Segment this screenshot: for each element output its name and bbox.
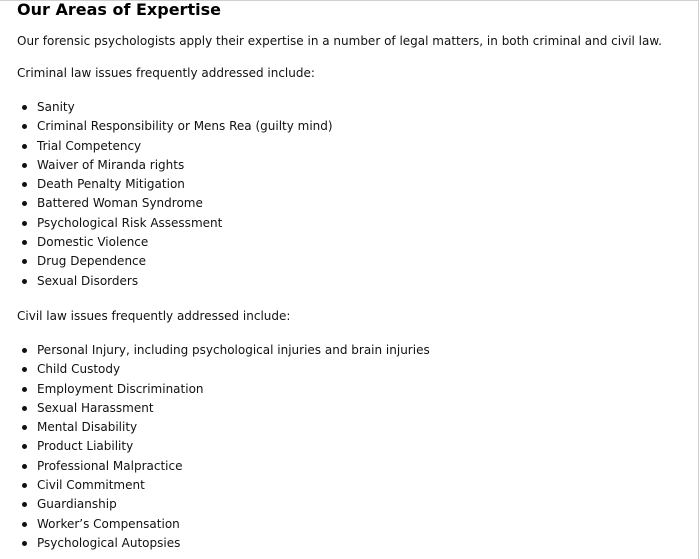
- list-item: Domestic Violence: [17, 234, 692, 253]
- list-item: Sexual Disorders: [17, 273, 692, 292]
- list-item: Sexual Harassment: [17, 400, 692, 419]
- criminal-law-list: [17, 99, 692, 292]
- list-item: Product Liability: [17, 438, 692, 457]
- list-item: Employment Discrimination: [17, 381, 692, 400]
- list-item: Mental Disability: [17, 419, 692, 438]
- list-item: Psychological Autopsies: [17, 535, 692, 554]
- civil-law-list: [17, 342, 692, 554]
- list-item: Personal Injury, including psychological injuries and brain injuries: [17, 342, 692, 361]
- intro-paragraph: Our forensic psychologists apply their expertise in a number of legal matters, in both criminal and civil law.: [17, 34, 662, 48]
- criminal-law-heading: Criminal law issues frequently addressed include:: [17, 66, 315, 80]
- list-item: Waiver of Miranda rights: [17, 157, 692, 176]
- list-item: Guardianship: [17, 496, 692, 515]
- list-item: Trial Competency: [17, 138, 692, 157]
- list-item: Professional Malpractice: [17, 458, 692, 477]
- civil-law-heading: Civil law issues frequently addressed include:: [17, 308, 291, 323]
- expertise-section: [17, 0, 692, 554]
- list-item: Civil Commitment: [17, 477, 692, 496]
- list-item: Drug Dependence: [17, 253, 692, 272]
- list-item: Battered Woman Syndrome: [17, 195, 692, 214]
- list-item: Death Penalty Mitigation: [17, 176, 692, 195]
- list-item: Criminal Responsibility or Mens Rea (guilty mind): [17, 118, 692, 137]
- list-item: Worker’s Compensation: [17, 516, 692, 535]
- page-title: Our Areas of Expertise: [17, 0, 221, 19]
- list-item: Psychological Risk Assessment: [17, 215, 692, 234]
- list-item: Sanity: [17, 99, 692, 118]
- list-item: Child Custody: [17, 361, 692, 380]
